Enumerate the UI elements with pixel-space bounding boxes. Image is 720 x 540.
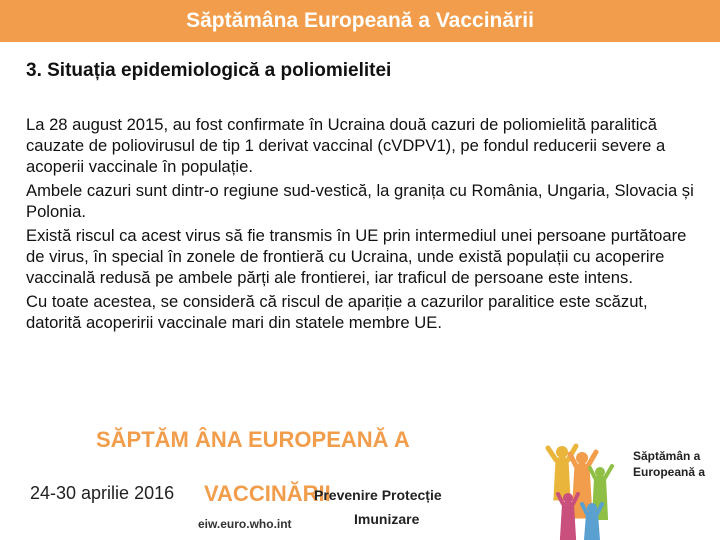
footer-campaign-title-2: VACCINĂRII	[204, 481, 331, 506]
header-bar	[0, 0, 720, 42]
footer-campaign-title: SĂPTĂM ÂNA EUROPEANĂ A	[96, 427, 410, 452]
paragraph-4: Cu toate acestea, se consideră că riscul de apariție a cazurilor paralitice este scăzut, datorită acoperirii vaccinale mari din statele membre UE.	[26, 292, 648, 332]
people-figures-logo-icon	[540, 438, 618, 540]
header-title: Săptămâna Europeană a Vaccinării	[186, 9, 534, 32]
paragraph-2: Ambele cazuri sunt dintr-o regiune sud-vestică, la granița cu România, Ungaria, Slovacia și Polonia.	[26, 181, 694, 221]
body-text	[26, 114, 706, 336]
side-campaign-text: Săptămân a Europeană a	[633, 449, 706, 479]
footer-tagline-2: Imunizare	[354, 511, 420, 527]
section-title: 3. Situația epidemiologică a poliomielitei	[26, 60, 392, 81]
paragraph-1: La 28 august 2015, au fost confirmate în Ucraina două cazuri de poliomielită paralitică cauzate de poliovirusul de tip 1 derivat vaccinal (cVDPV1), pe fondul reducerii severe a acoperii vaccinale în populație.	[26, 115, 666, 176]
footer-tagline: Prevenire Protecție	[314, 487, 442, 503]
paragraph-3: Există riscul ca acest virus să fie transmis în UE prin intermediul unei persoane purtătoare de virus, în special în zonele de frontieră cu Ucraina, unde există populații cu acoperire vaccinală redusă pe ambele părți ale frontierei, iar traficul de persoane este intens.	[26, 226, 687, 287]
footer-url: eiw.euro.who.int	[198, 517, 292, 531]
footer-dates: 24-30 aprilie 2016	[30, 483, 175, 503]
